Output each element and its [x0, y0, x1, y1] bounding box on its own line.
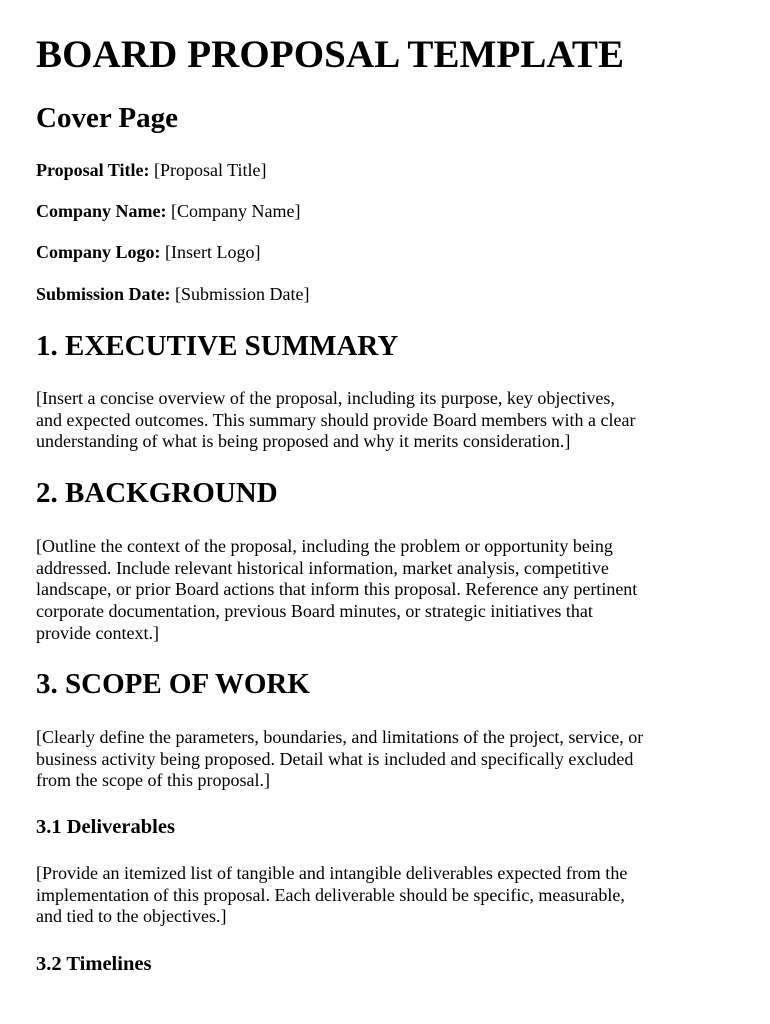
field-value: [Proposal Title]: [154, 160, 267, 180]
deliverables-heading: 3.1 Deliverables: [36, 816, 175, 838]
field-label: Company Logo:: [36, 242, 161, 262]
paragraph-line: from the scope of this proposal.]: [36, 770, 270, 791]
company-name-field: [36, 202, 300, 222]
paragraph-line: and expected outcomes. This summary should provide Board members with a clear: [36, 409, 636, 430]
cover-page-heading: Cover Page: [36, 102, 178, 134]
paragraph-line: provide context.]: [36, 622, 159, 643]
paragraph-line: addressed. Include relevant historical information, market analysis, competitive: [36, 557, 609, 578]
field-value: [Submission Date]: [175, 284, 310, 304]
executive-summary-heading: 1. EXECUTIVE SUMMARY: [36, 330, 399, 362]
background-text: [36, 536, 741, 645]
document-title: BOARD PROPOSAL TEMPLATE: [36, 33, 625, 76]
paragraph-line: [Insert a concise overview of the proposal, including its purpose, key objectives,: [36, 388, 615, 408]
paragraph-line: implementation of this proposal. Each deliverable should be specific, measurable,: [36, 884, 625, 905]
paragraph-line: [Provide an itemized list of tangible and intangible deliverables expected from the: [36, 863, 628, 883]
field-value: [Company Name]: [171, 201, 301, 221]
paragraph-line: corporate documentation, previous Board minutes, or strategic initiatives that: [36, 601, 593, 622]
paragraph-line: business activity being proposed. Detail what is included and specifically excluded: [36, 748, 634, 769]
scope-of-work-text: [36, 727, 741, 792]
paragraph-line: [Clearly define the parameters, boundaries, and limitations of the project, service, or: [36, 727, 644, 747]
background-heading: 2. BACKGROUND: [36, 477, 278, 509]
field-label: Company Name:: [36, 201, 167, 221]
proposal-title-field: [36, 161, 267, 181]
field-label: Proposal Title:: [36, 160, 150, 180]
deliverables-text: [36, 863, 741, 928]
paragraph-line: and tied to the objectives.]: [36, 906, 227, 927]
field-value: [Insert Logo]: [165, 242, 261, 262]
paragraph-line: [Outline the context of the proposal, including the problem or opportunity being: [36, 536, 613, 556]
paragraph-line: understanding of what is being proposed and why it merits consideration.]: [36, 431, 571, 452]
company-logo-field: [36, 243, 260, 263]
paragraph-line: landscape, or prior Board actions that inform this proposal. Reference any pertinent: [36, 579, 638, 600]
executive-summary-text: [36, 388, 741, 453]
submission-date-field: [36, 285, 310, 305]
timelines-heading: 3.2 Timelines: [36, 953, 152, 975]
scope-of-work-heading: 3. SCOPE OF WORK: [36, 668, 310, 700]
field-label: Submission Date:: [36, 284, 171, 304]
